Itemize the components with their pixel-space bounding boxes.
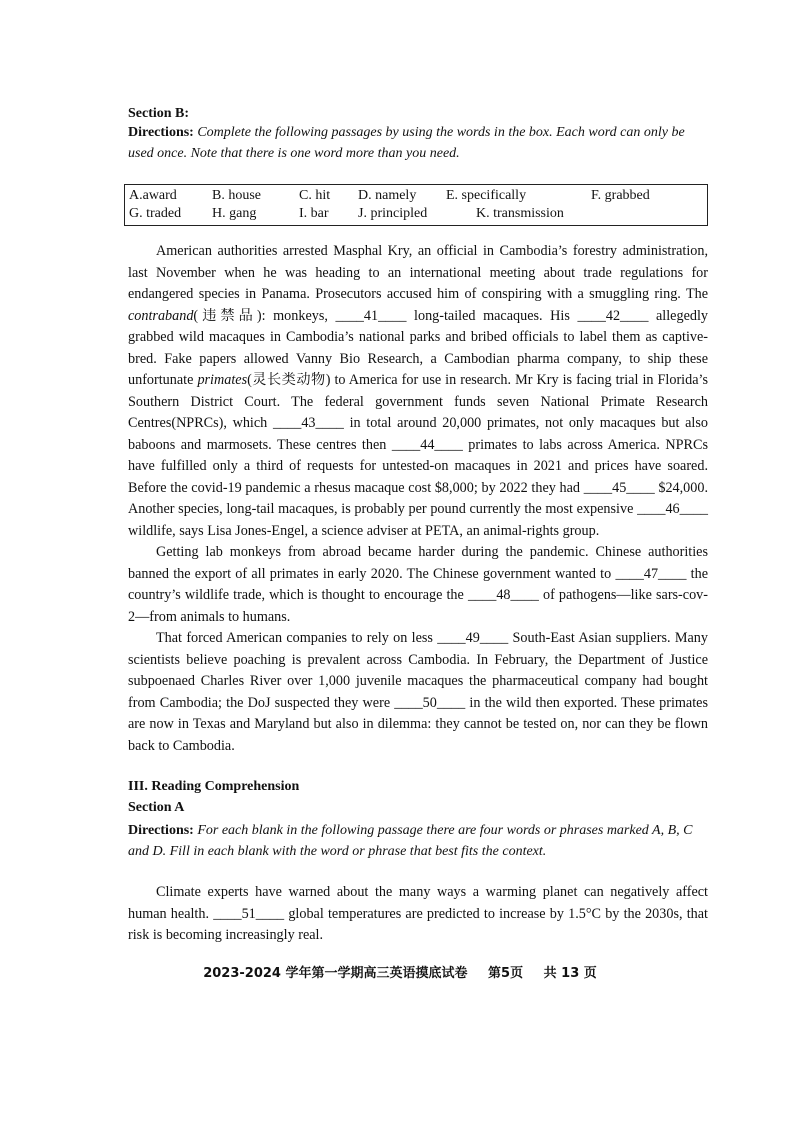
blank-51[interactable]: ____51____ xyxy=(213,905,285,922)
blank-45[interactable]: ____45____ xyxy=(583,479,655,496)
text-run: contraband xyxy=(128,307,194,324)
text-run: global temperatures are predicted to increase by 1.5°C by the 2030s, that risk is becoming increasingly real. xyxy=(128,905,708,943)
text-run: allegedly grabbed wild macaques in Cambodia’s national parks and bribed officials to label them as captive-bred. Fake papers allowed Vanny Bio Research, a Cambodian pharma company, to ship these unfortunate xyxy=(128,307,708,388)
blank-41[interactable]: ____41____ xyxy=(335,307,407,324)
blank-43[interactable]: ____43____ xyxy=(272,415,344,431)
word-option: D. namely xyxy=(358,188,417,203)
text-run: in the wild then exported. These primates are now in Texas and Maryland but also in dilemma: they cannot be tested on, nor can they be flown back to Cambodia. xyxy=(128,694,708,754)
text-run: primates xyxy=(197,372,248,388)
word-option: J. principled xyxy=(358,206,428,221)
blank-44[interactable]: ____44____ xyxy=(391,436,463,453)
page-footer xyxy=(0,962,800,981)
word-option: K. transmission xyxy=(476,206,564,221)
word-option: C. hit xyxy=(299,188,331,203)
passage-b xyxy=(128,241,708,757)
blank-46[interactable]: ____46____ xyxy=(637,501,708,517)
passage-b-paragraph-2 xyxy=(128,542,708,628)
text-run: That forced American companies to rely on less xyxy=(156,630,438,646)
text-run: $24,000. Another species, long-tail macaques, is probably per pound currently the most expensive xyxy=(128,479,709,517)
word-option: B. house xyxy=(212,188,261,203)
text-run: of pathogens—like sars-cov-2—from animals to humans. xyxy=(128,587,708,625)
reading-heading: III. Reading Comprehension xyxy=(128,779,300,794)
blank-50[interactable]: ____50____ xyxy=(394,694,466,711)
blank-49[interactable]: ____49____ xyxy=(437,630,509,646)
text-run: (灵长类动物) to America for use in research. Mr Kry is facing trial in Florida’s Southern District Court. The federal government funds seven National Primate Research Centres(NPRCs), which xyxy=(128,372,708,431)
word-option: G. traded xyxy=(129,206,182,221)
text-run: the country’s wildlife trade, which is thought to encourage the xyxy=(128,565,708,603)
section-a-title: Section A xyxy=(128,800,185,815)
text-run: (违禁品): monkeys, xyxy=(193,307,336,324)
passage-b-paragraph-1 xyxy=(128,241,708,542)
word-option: F. grabbed xyxy=(591,188,650,203)
blank-42[interactable]: ____42____ xyxy=(577,307,649,324)
text-run: in total around 20,000 primates, not only macaques but also baboons and marmosets. These centres then xyxy=(128,415,708,453)
word-option: A.award xyxy=(129,188,177,203)
text-run: wildlife, says Lisa Jones-Engel, a science adviser at PETA, an animal-rights group. xyxy=(128,522,600,539)
footer-page-number: 第5页 xyxy=(488,966,524,981)
text-run: primates to labs across America. NPRCs have fulfilled only a third of requests for untested-on macaques in 2021 and prices have soared. Before the covid-19 pandemic a rhesus macaque cost $8,000; by 2022 they had xyxy=(128,436,708,496)
section-b-directions xyxy=(128,122,706,164)
text-run: Getting lab monkeys from abroad became harder during the pandemic. Chinese authorities banned the export of all primates in early 2020. The Chinese government wanted to xyxy=(128,544,708,582)
text-run: American authorities arrested Masphal Kry, an official in Cambodia’s forestry administration, last November when he was heading to an international meeting about trade regulations for endangered species in Panama. Prosecutors accused him of conspiring with a smuggling ring. The xyxy=(128,243,708,302)
passage-a xyxy=(128,882,708,947)
directions-label: Directions: xyxy=(128,125,194,140)
directions-label: Directions: xyxy=(128,823,194,838)
word-box xyxy=(124,184,708,226)
word-option: I. bar xyxy=(299,206,329,221)
text-run: long-tailed macaques. His xyxy=(406,307,578,324)
word-option: E. specifically xyxy=(446,188,527,203)
directions-text: For each blank in the following passage there are four words or phrases marked A, B, C and D. Fill in each blank with the word or phrase that best fits the context. xyxy=(128,823,693,859)
footer-exam-title: 2023-2024 学年第一学期高三英语摸底试卷 xyxy=(203,966,468,981)
blank-48[interactable]: ____48____ xyxy=(467,587,539,603)
section-a-directions xyxy=(128,820,706,862)
word-option: H. gang xyxy=(212,206,257,221)
text-run: South-East Asian suppliers. Many scientists believe poaching is prevalent across Cambodia. In February, the Department of Justice subpoenaed Charles River over 1,000 juvenile macaques the pharmaceutical company had bought from Cambodia; the DoJ suspected they were xyxy=(128,630,708,711)
passage-b-paragraph-3 xyxy=(128,628,708,757)
footer-total-pages: 共 13 页 xyxy=(543,966,597,981)
text-run: Climate experts have warned about the many ways a warming planet can negatively affect human health. xyxy=(128,884,708,922)
blank-47[interactable]: ____47____ xyxy=(615,565,687,582)
section-b-title: Section B: xyxy=(128,106,190,121)
passage-a-paragraph-1 xyxy=(128,882,708,947)
directions-text: Complete the following passages by using the words in the box. Each word can only be used once. Note that there is one word more than you need. xyxy=(128,125,685,161)
